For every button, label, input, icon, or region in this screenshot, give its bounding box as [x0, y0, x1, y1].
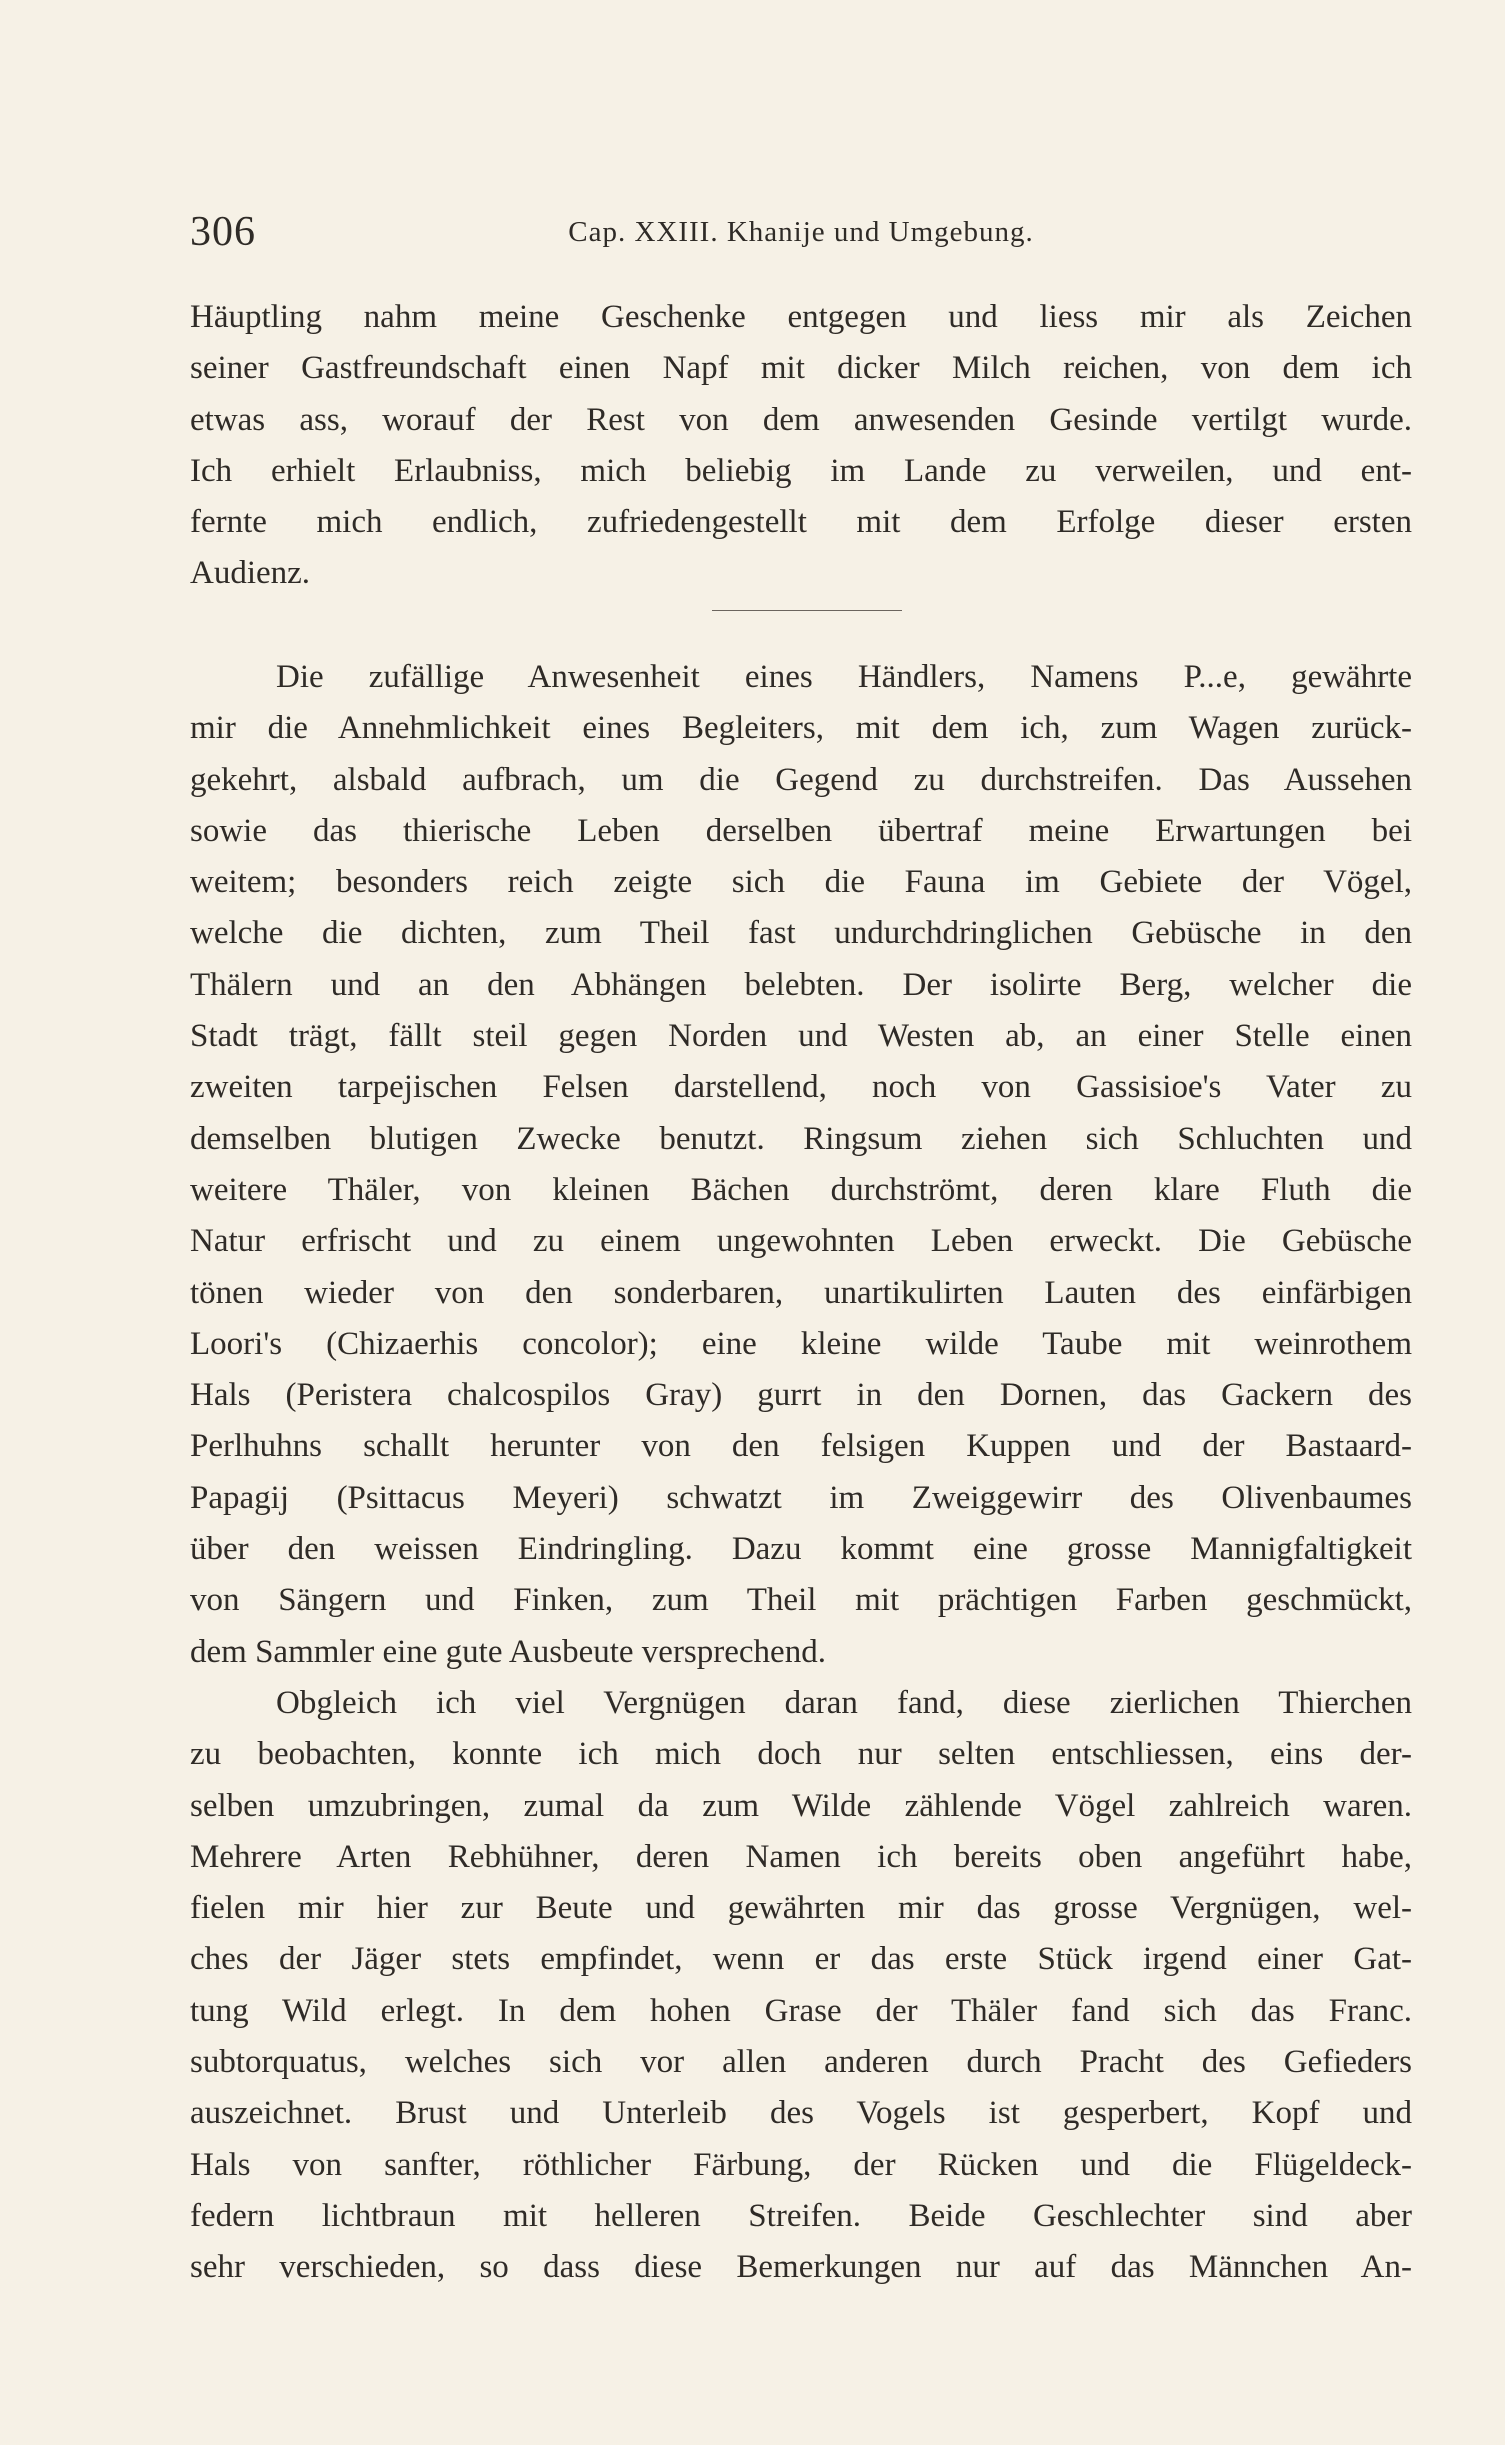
text-line: ches der Jäger stets empfindet, wenn er das erste Stück irgend einer Gat- [190, 1941, 1412, 1978]
text-line: Die zufällige Anwesenheit eines Händlers, Namens P...e, gewährte [276, 659, 1412, 695]
text-line: Thälern und an den Abhängen belebten. Der isolirte Berg, welcher die [190, 966, 1412, 1003]
text-line: demselben blutigen Zwecke benutzt. Ringsum ziehen sich Schluchten und [190, 1120, 1412, 1157]
text-line: tönen wieder von den sonderbaren, unartikulirten Lauten des einfärbigen [190, 1274, 1412, 1311]
text-line: Mehrere Arten Rebhühner, deren Namen ich bereits oben angeführt habe, [190, 1838, 1412, 1875]
text-line: gekehrt, alsbald aufbrach, um die Gegend zu durchstreifen. Das Aussehen [190, 761, 1412, 798]
text-line: subtorquatus, welches sich vor allen anderen durch Pracht des Gefieders [190, 2044, 1412, 2081]
text-line: sehr verschieden, so dass diese Bemerkungen nur auf das Männchen An- [190, 2249, 1412, 2286]
paragraph-1 [190, 292, 1412, 600]
text-line: über den weissen Eindringling. Dazu kommt eine grosse Mannigfaltigkeit [190, 1531, 1412, 1568]
text-line: dem Sammler eine gute Ausbeute versprechend. [190, 1633, 826, 1670]
text-line: von Sängern und Finken, zum Theil mit prächtigen Farben geschmückt, [190, 1582, 1412, 1619]
text-line: Natur erfrischt und zu einem ungewohnten Leben erweckt. Die Gebüsche [190, 1223, 1412, 1260]
page-header [190, 206, 1412, 258]
section-divider [712, 610, 902, 611]
text-line: Loori's (Chizaerhis concolor); eine kleine wilde Taube mit weinrothem [190, 1325, 1412, 1362]
text-line: sowie das thierische Leben derselben übertraf meine Erwartungen bei [190, 812, 1412, 849]
text-line: Häuptling nahm meine Geschenke entgegen und liess mir als Zeichen [190, 299, 1412, 335]
text-line: Ich erhielt Erlaubniss, mich beliebig im Lande zu verweilen, und ent- [190, 452, 1412, 489]
text-line: fernte mich endlich, zufriedengestellt mit dem Erfolge dieser ersten [190, 504, 1412, 541]
text-line: federn lichtbraun mit helleren Streifen. Beide Geschlechter sind aber [190, 2197, 1412, 2234]
text-line: weitere Thäler, von kleinen Bächen durchströmt, deren klare Fluth die [190, 1171, 1412, 1208]
running-head: Cap. XXIII. Khanije und Umgebung. [568, 216, 1034, 248]
text-line: Audienz. [190, 555, 311, 592]
text-line: Hals (Peristera chalcospilos Gray) gurrt in den Dornen, das Gackern des [190, 1377, 1412, 1414]
text-line: mir die Annehmlichkeit eines Begleiters, mit dem ich, zum Wagen zurück- [190, 710, 1412, 747]
text-line: Papagij (Psittacus Meyeri) schwatzt im Zweiggewirr des Olivenbaumes [190, 1479, 1412, 1516]
text-line: auszeichnet. Brust und Unterleib des Vogels ist gesperbert, Kopf und [190, 2095, 1412, 2132]
text-line: welche die dichten, zum Theil fast undurchdringlichen Gebüsche in den [190, 915, 1412, 952]
text-line: Perlhuhns schallt herunter von den felsigen Kuppen und der Bastaard- [190, 1428, 1412, 1465]
text-line: Hals von sanfter, röthlicher Färbung, der Rücken und die Flügeldeck- [190, 2146, 1412, 2183]
text-line: Obgleich ich viel Vergnügen daran fand, diese zierlichen Thierchen [276, 1684, 1412, 1721]
text-line: selben umzubringen, zumal da zum Wilde zählende Vögel zahlreich waren. [190, 1787, 1412, 1824]
text-line: etwas ass, worauf der Rest von dem anwesenden Gesinde vertilgt wurde. [190, 401, 1412, 438]
text-line: seiner Gastfreundschaft einen Napf mit dicker Milch reichen, von dem ich [190, 350, 1412, 387]
text-line: tung Wild erlegt. In dem hohen Grase der Thäler fand sich das Franc. [190, 1992, 1412, 2029]
text-line: fielen mir hier zur Beute und gewährten mir das grosse Vergnügen, wel- [190, 1890, 1412, 1927]
text-line: weitem; besonders reich zeigte sich die Fauna im Gebiete der Vögel, [190, 864, 1412, 901]
text-line: zu beobachten, konnte ich mich doch nur selten entschliessen, eins der- [190, 1736, 1412, 1773]
text-line: zweiten tarpejischen Felsen darstellend, noch von Gassisioe's Vater zu [190, 1069, 1412, 1106]
paragraph-2 [190, 652, 1412, 2294]
text-line: Stadt trägt, fällt steil gegen Norden und Westen ab, an einer Stelle einen [190, 1018, 1412, 1055]
page-number: 306 [190, 209, 256, 255]
